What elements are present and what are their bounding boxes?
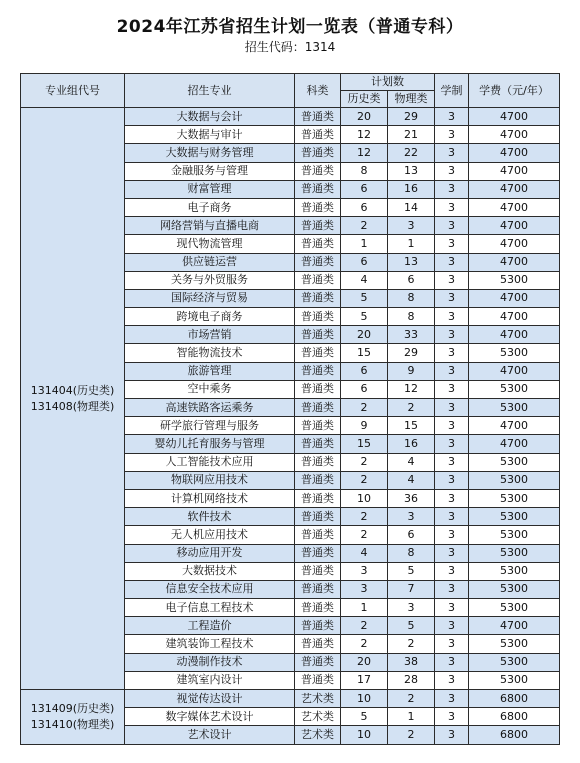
cell-major: 电子商务 [125, 198, 295, 216]
cell-years: 3 [435, 690, 469, 708]
cell-years: 3 [435, 253, 469, 271]
cell-years: 3 [435, 453, 469, 471]
cell-fee: 5300 [469, 471, 560, 489]
cell-years: 3 [435, 271, 469, 289]
cell-fee: 6800 [469, 726, 560, 744]
cell-category: 普通类 [295, 180, 341, 198]
cell-history: 6 [341, 253, 388, 271]
cell-years: 3 [435, 198, 469, 216]
cell-fee: 4700 [469, 162, 560, 180]
cell-fee: 5300 [469, 344, 560, 362]
cell-physics: 9 [388, 362, 435, 380]
cell-fee: 4700 [469, 235, 560, 253]
cell-fee: 4700 [469, 308, 560, 326]
cell-fee: 5300 [469, 562, 560, 580]
cell-major: 人工智能技术应用 [125, 453, 295, 471]
cell-history: 4 [341, 544, 388, 562]
cell-major: 金融服务与管理 [125, 162, 295, 180]
cell-fee: 4700 [469, 198, 560, 216]
cell-major: 计算机网络技术 [125, 489, 295, 507]
cell-history: 2 [341, 617, 388, 635]
cell-physics: 1 [388, 708, 435, 726]
cell-major: 高速铁路客运乘务 [125, 399, 295, 417]
cell-category: 艺术类 [295, 726, 341, 744]
cell-major: 智能物流技术 [125, 344, 295, 362]
cell-history: 10 [341, 489, 388, 507]
cell-history: 2 [341, 217, 388, 235]
cell-category: 普通类 [295, 544, 341, 562]
cell-major: 供应链运营 [125, 253, 295, 271]
cell-major: 婴幼儿托育服务与管理 [125, 435, 295, 453]
cell-fee: 5300 [469, 599, 560, 617]
cell-physics: 12 [388, 380, 435, 398]
group-code-cell [21, 108, 125, 690]
cell-history: 6 [341, 380, 388, 398]
cell-history: 10 [341, 690, 388, 708]
cell-fee: 4700 [469, 617, 560, 635]
cell-history: 2 [341, 635, 388, 653]
cell-fee: 5300 [469, 489, 560, 507]
cell-years: 3 [435, 144, 469, 162]
cell-history: 4 [341, 271, 388, 289]
cell-fee: 5300 [469, 526, 560, 544]
cell-category: 普通类 [295, 671, 341, 689]
cell-history: 12 [341, 126, 388, 144]
cell-physics: 13 [388, 253, 435, 271]
cell-years: 3 [435, 489, 469, 507]
group-code-line: 131408(物理类) [30, 399, 115, 413]
cell-fee: 5300 [469, 635, 560, 653]
cell-history: 2 [341, 508, 388, 526]
cell-physics: 4 [388, 453, 435, 471]
cell-history: 1 [341, 235, 388, 253]
cell-fee: 6800 [469, 708, 560, 726]
cell-years: 3 [435, 289, 469, 307]
cell-major: 工程造价 [125, 617, 295, 635]
cell-category: 普通类 [295, 108, 341, 126]
cell-physics: 8 [388, 289, 435, 307]
cell-history: 20 [341, 326, 388, 344]
cell-physics: 3 [388, 508, 435, 526]
cell-history: 17 [341, 671, 388, 689]
cell-physics: 3 [388, 217, 435, 235]
cell-major: 大数据与审计 [125, 126, 295, 144]
cell-category: 普通类 [295, 289, 341, 307]
cell-category: 普通类 [295, 599, 341, 617]
cell-history: 6 [341, 180, 388, 198]
cell-physics: 36 [388, 489, 435, 507]
cell-years: 3 [435, 108, 469, 126]
cell-major: 建筑装饰工程技术 [125, 635, 295, 653]
cell-physics: 5 [388, 617, 435, 635]
cell-physics: 14 [388, 198, 435, 216]
cell-years: 3 [435, 162, 469, 180]
cell-fee: 4700 [469, 108, 560, 126]
cell-fee: 4700 [469, 144, 560, 162]
cell-category: 普通类 [295, 162, 341, 180]
cell-physics: 1 [388, 235, 435, 253]
cell-physics: 15 [388, 417, 435, 435]
header-years: 学制 [435, 74, 469, 108]
cell-history: 9 [341, 417, 388, 435]
cell-major: 艺术设计 [125, 726, 295, 744]
group-code-line: 131410(物理类) [30, 717, 115, 731]
cell-major: 关务与外贸服务 [125, 271, 295, 289]
cell-history: 12 [341, 144, 388, 162]
header-major: 招生专业 [125, 74, 295, 108]
cell-history: 2 [341, 399, 388, 417]
cell-category: 普通类 [295, 435, 341, 453]
cell-years: 3 [435, 362, 469, 380]
cell-fee: 4700 [469, 435, 560, 453]
cell-major: 大数据技术 [125, 562, 295, 580]
cell-years: 3 [435, 617, 469, 635]
cell-fee: 5300 [469, 453, 560, 471]
table-row [21, 690, 560, 708]
group-code-cell [21, 690, 125, 745]
cell-fee: 5300 [469, 399, 560, 417]
cell-category: 普通类 [295, 453, 341, 471]
cell-physics: 16 [388, 435, 435, 453]
cell-years: 3 [435, 562, 469, 580]
cell-years: 3 [435, 326, 469, 344]
cell-fee: 5300 [469, 653, 560, 671]
cell-years: 3 [435, 635, 469, 653]
cell-years: 3 [435, 599, 469, 617]
cell-major: 建筑室内设计 [125, 671, 295, 689]
cell-history: 3 [341, 580, 388, 598]
cell-category: 普通类 [295, 653, 341, 671]
cell-history: 5 [341, 289, 388, 307]
cell-major: 跨境电子商务 [125, 308, 295, 326]
cell-history: 6 [341, 198, 388, 216]
cell-history: 20 [341, 108, 388, 126]
group-code-line: 131404(历史类) [30, 383, 115, 397]
cell-physics: 2 [388, 690, 435, 708]
cell-major: 现代物流管理 [125, 235, 295, 253]
table-body [21, 108, 560, 745]
cell-physics: 2 [388, 399, 435, 417]
cell-physics: 13 [388, 162, 435, 180]
cell-category: 普通类 [295, 144, 341, 162]
cell-category: 普通类 [295, 235, 341, 253]
cell-fee: 5300 [469, 544, 560, 562]
cell-history: 3 [341, 562, 388, 580]
cell-years: 3 [435, 380, 469, 398]
cell-physics: 21 [388, 126, 435, 144]
cell-years: 3 [435, 671, 469, 689]
cell-years: 3 [435, 344, 469, 362]
cell-physics: 5 [388, 562, 435, 580]
enrollment-plan-table [20, 73, 560, 745]
cell-major: 研学旅行管理与服务 [125, 417, 295, 435]
cell-history: 10 [341, 726, 388, 744]
cell-history: 15 [341, 344, 388, 362]
cell-physics: 28 [388, 671, 435, 689]
cell-category: 普通类 [295, 362, 341, 380]
cell-years: 3 [435, 708, 469, 726]
group-code-line: 131409(历史类) [30, 701, 115, 715]
cell-category: 普通类 [295, 126, 341, 144]
cell-category: 普通类 [295, 380, 341, 398]
table-row [21, 108, 560, 126]
cell-category: 普通类 [295, 471, 341, 489]
cell-category: 普通类 [295, 326, 341, 344]
header-group-code: 专业组代号 [21, 74, 125, 108]
cell-physics: 2 [388, 726, 435, 744]
enrollment-code: 招生代码：1314 [244, 40, 336, 54]
cell-physics: 22 [388, 144, 435, 162]
cell-years: 3 [435, 726, 469, 744]
cell-years: 3 [435, 471, 469, 489]
cell-category: 艺术类 [295, 708, 341, 726]
cell-years: 3 [435, 399, 469, 417]
cell-category: 普通类 [295, 271, 341, 289]
cell-fee: 5300 [469, 271, 560, 289]
cell-years: 3 [435, 508, 469, 526]
cell-years: 3 [435, 180, 469, 198]
cell-category: 普通类 [295, 508, 341, 526]
cell-fee: 4700 [469, 417, 560, 435]
cell-physics: 8 [388, 544, 435, 562]
cell-years: 3 [435, 235, 469, 253]
cell-category: 普通类 [295, 308, 341, 326]
cell-category: 普通类 [295, 635, 341, 653]
cell-years: 3 [435, 653, 469, 671]
cell-category: 普通类 [295, 253, 341, 271]
header-plan: 计划数 [341, 74, 435, 91]
cell-physics: 2 [388, 635, 435, 653]
cell-physics: 29 [388, 108, 435, 126]
cell-physics: 7 [388, 580, 435, 598]
cell-major: 市场营销 [125, 326, 295, 344]
cell-history: 5 [341, 708, 388, 726]
cell-history: 8 [341, 162, 388, 180]
cell-physics: 33 [388, 326, 435, 344]
cell-major: 旅游管理 [125, 362, 295, 380]
cell-major: 大数据与财务管理 [125, 144, 295, 162]
cell-major: 视觉传达设计 [125, 690, 295, 708]
cell-fee: 4700 [469, 180, 560, 198]
cell-fee: 4700 [469, 253, 560, 271]
cell-category: 普通类 [295, 344, 341, 362]
cell-history: 15 [341, 435, 388, 453]
cell-years: 3 [435, 308, 469, 326]
cell-category: 普通类 [295, 526, 341, 544]
cell-major: 动漫制作技术 [125, 653, 295, 671]
header-category: 科类 [295, 74, 341, 108]
cell-physics: 6 [388, 271, 435, 289]
cell-category: 普通类 [295, 417, 341, 435]
cell-fee: 4700 [469, 289, 560, 307]
cell-major: 信息安全技术应用 [125, 580, 295, 598]
cell-physics: 4 [388, 471, 435, 489]
cell-category: 普通类 [295, 489, 341, 507]
cell-major: 空中乘务 [125, 380, 295, 398]
cell-years: 3 [435, 435, 469, 453]
cell-physics: 29 [388, 344, 435, 362]
cell-fee: 6800 [469, 690, 560, 708]
cell-years: 3 [435, 217, 469, 235]
cell-history: 5 [341, 308, 388, 326]
cell-major: 数字媒体艺术设计 [125, 708, 295, 726]
cell-history: 2 [341, 526, 388, 544]
cell-fee: 5300 [469, 580, 560, 598]
cell-years: 3 [435, 544, 469, 562]
cell-major: 移动应用开发 [125, 544, 295, 562]
cell-category: 普通类 [295, 217, 341, 235]
cell-major: 无人机应用技术 [125, 526, 295, 544]
cell-major: 网络营销与直播电商 [125, 217, 295, 235]
cell-fee: 5300 [469, 508, 560, 526]
cell-fee: 4700 [469, 362, 560, 380]
cell-category: 普通类 [295, 617, 341, 635]
cell-major: 物联网应用技术 [125, 471, 295, 489]
cell-major: 财富管理 [125, 180, 295, 198]
cell-physics: 3 [388, 599, 435, 617]
cell-fee: 4700 [469, 217, 560, 235]
cell-major: 大数据与会计 [125, 108, 295, 126]
cell-physics: 38 [388, 653, 435, 671]
cell-category: 普通类 [295, 580, 341, 598]
header-physics: 物理类 [388, 91, 435, 108]
cell-fee: 4700 [469, 126, 560, 144]
cell-years: 3 [435, 417, 469, 435]
header-fee: 学费（元/年） [469, 74, 560, 108]
cell-major: 电子信息工程技术 [125, 599, 295, 617]
cell-category: 普通类 [295, 198, 341, 216]
cell-history: 2 [341, 471, 388, 489]
cell-category: 艺术类 [295, 690, 341, 708]
cell-history: 20 [341, 653, 388, 671]
cell-history: 2 [341, 453, 388, 471]
cell-physics: 6 [388, 526, 435, 544]
cell-history: 1 [341, 599, 388, 617]
cell-category: 普通类 [295, 562, 341, 580]
cell-major: 国际经济与贸易 [125, 289, 295, 307]
cell-category: 普通类 [295, 399, 341, 417]
cell-history: 6 [341, 362, 388, 380]
cell-fee: 4700 [469, 326, 560, 344]
cell-physics: 16 [388, 180, 435, 198]
cell-physics: 8 [388, 308, 435, 326]
cell-major: 软件技术 [125, 508, 295, 526]
cell-years: 3 [435, 526, 469, 544]
cell-fee: 5300 [469, 380, 560, 398]
cell-years: 3 [435, 580, 469, 598]
header-history: 历史类 [341, 91, 388, 108]
page-title: 2024年江苏省招生计划一览表（普通专科） [116, 17, 464, 37]
cell-fee: 5300 [469, 671, 560, 689]
cell-years: 3 [435, 126, 469, 144]
